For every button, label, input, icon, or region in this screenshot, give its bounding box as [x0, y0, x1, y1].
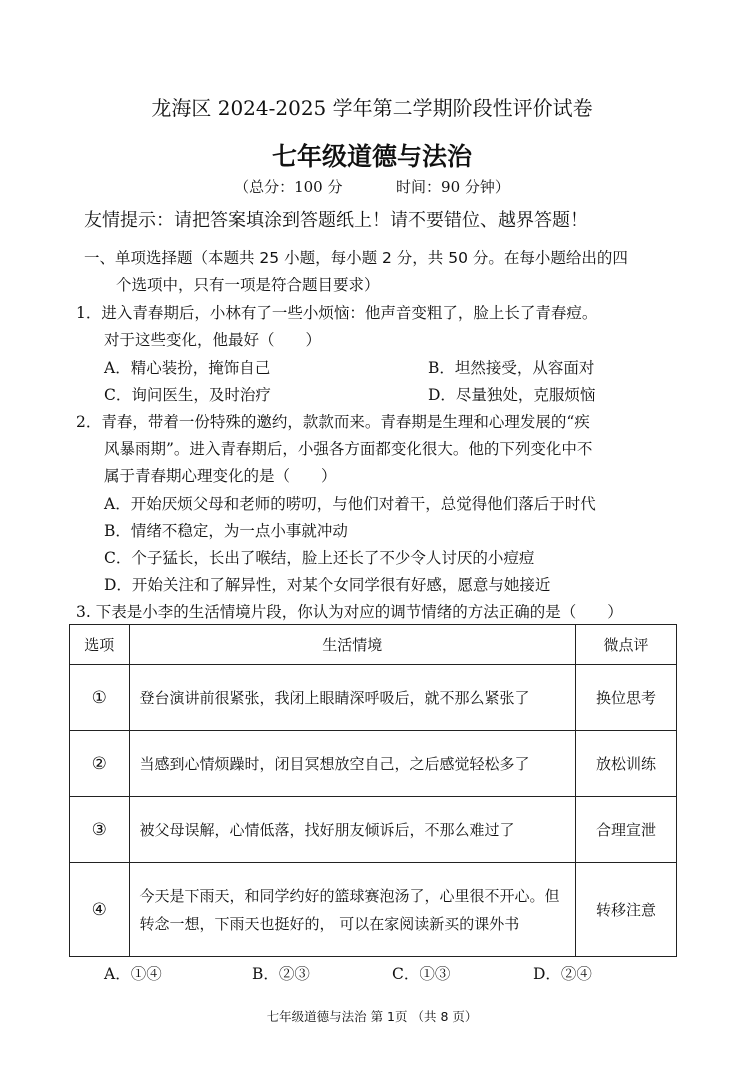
q1-stem-line2: 对于这些变化，他最好（ ） — [104, 331, 322, 349]
q1-option-d: D．尽量独处，克服烦恼 — [428, 386, 596, 404]
q3-stem: 3. 下表是小李的生活情境片段，你认为对应的调节情绪的方法正确的是（ ） — [76, 603, 623, 621]
subject-title: 七年级道德与法治 — [271, 142, 472, 171]
exam-meta — [0, 176, 744, 197]
table-row — [70, 863, 677, 957]
header-comment: 微点评 — [575, 625, 676, 665]
row-number: ① — [70, 665, 130, 731]
row-scene: 当感到心情烦躁时，闭目冥想放空自己，之后感觉轻松多了 — [129, 731, 575, 797]
friendly-tip: 友情提示：请把答案填涂到答题纸上！请不要错位、越界答题！ — [84, 210, 588, 231]
table-row — [70, 665, 677, 731]
q2-stem-line3: 属于青春期心理变化的是（ ） — [104, 467, 337, 485]
q2-option-a: A．开始厌烦父母和老师的唠叨，与他们对着干，总觉得他们落后于时代 — [104, 495, 596, 513]
q1-stem-line1: 1．进入青春期后，小林有了一些小烦恼：他声音变粗了，脸上长了青春痘。 — [76, 304, 598, 322]
q2-option-d: D．开始关注和了解异性，对某个女同学很有好感，愿意与她接近 — [104, 576, 551, 594]
exam-title: 龙海区 2024-2025 学年第二学期阶段性评价试卷 — [151, 96, 593, 120]
table-header-row — [70, 625, 677, 665]
page-footer: 七年级道德与法治 第 1页 （共 8 页） — [266, 1009, 478, 1024]
q2-option-c: C．个子猛长，长出了喉结，脸上还长了不少令人讨厌的小痘痘 — [104, 549, 535, 567]
q3-option-b: B．②③ — [252, 965, 310, 983]
q3-option-d: D．②④ — [533, 965, 592, 983]
total-score: （总分：100 分 — [234, 178, 343, 196]
row-scene: 被父母误解，心情低落，找好朋友倾诉后，不那么难过了 — [129, 797, 575, 863]
row-comment: 合理宣泄 — [575, 797, 676, 863]
row-comment: 放松训练 — [575, 731, 676, 797]
row-number: ④ — [70, 863, 130, 957]
section-heading-line1: 一、单项选择题（本题共 25 小题，每小题 2 分，共 50 分。在每小题给出的四 — [84, 249, 628, 267]
header-option: 选项 — [70, 625, 130, 665]
q3-situation-table — [69, 624, 677, 957]
header-scene: 生活情境 — [129, 625, 575, 665]
q1-option-c: C．询问医生，及时治疗 — [104, 386, 271, 404]
q2-stem-line1: 2．青春，带着一份特殊的邀约，款款而来。青春期是生理和心理发展的“疾 — [76, 413, 590, 431]
row-scene: 今天是下雨天，和同学约好的篮球赛泡汤了，心里很不开心。但转念一想，下雨天也挺好的， 可以在家阅读新买的课外书 — [129, 863, 575, 957]
q2-option-b: B．情绪不稳定，为一点小事就冲动 — [104, 522, 348, 540]
q2-stem-line2: 风暴雨期”。进入青春期后，小强各方面都变化很大。他的下列变化中不 — [104, 440, 593, 458]
q3-option-a: A．①④ — [104, 965, 162, 983]
q1-option-a: A．精心装扮，掩饰自己 — [104, 359, 271, 377]
exam-time: 时间：90 分钟） — [396, 178, 510, 196]
row-comment: 转移注意 — [575, 863, 676, 957]
q3-option-c: C．①③ — [392, 965, 451, 983]
section-heading-line2: 个选项中，只有一项是符合题目要求） — [116, 276, 380, 294]
table-row — [70, 797, 677, 863]
q1-option-b: B．坦然接受，从容面对 — [428, 359, 595, 377]
row-scene: 登台演讲前很紧张，我闭上眼睛深呼吸后，就不那么紧张了 — [129, 665, 575, 731]
row-number: ③ — [70, 797, 130, 863]
row-number: ② — [70, 731, 130, 797]
table-row — [70, 731, 677, 797]
row-comment: 换位思考 — [575, 665, 676, 731]
